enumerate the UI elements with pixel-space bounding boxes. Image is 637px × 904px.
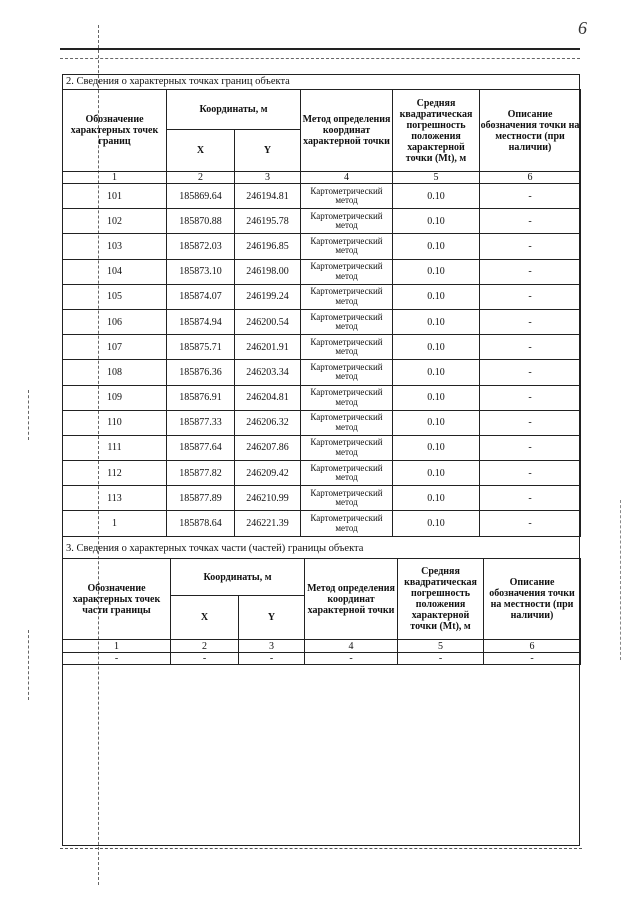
- col-number: 4: [301, 172, 393, 184]
- header-method: Метод определения координат характерной точки: [301, 90, 393, 172]
- table-row: [63, 385, 581, 410]
- cell-error: 0.10: [393, 435, 480, 460]
- cell-y: 246221.39: [235, 511, 301, 536]
- cell-error: 0.10: [393, 284, 480, 309]
- cell-method: Картометрический метод: [301, 385, 393, 410]
- cell-x: 185876.36: [167, 360, 235, 385]
- cell-method: Картометрический метод: [301, 435, 393, 460]
- cell-point: 108: [63, 360, 167, 385]
- header-description: Описание обозначения точки на местности (при наличии): [480, 90, 581, 172]
- cell-desc: -: [484, 653, 581, 665]
- cell-point: 105: [63, 284, 167, 309]
- header-coordinates: Координаты, м: [167, 90, 301, 130]
- cell-desc: -: [480, 410, 581, 435]
- cell-method: Картометрический метод: [301, 410, 393, 435]
- table-row: [63, 461, 581, 486]
- cell-point: -: [63, 653, 171, 665]
- cell-desc: -: [480, 184, 581, 209]
- cell-desc: -: [480, 284, 581, 309]
- cell-error: 0.10: [393, 309, 480, 334]
- cell-y: 246200.54: [235, 309, 301, 334]
- cell-error: 0.10: [393, 410, 480, 435]
- margin-mark: [28, 390, 29, 440]
- cell-desc: -: [480, 435, 581, 460]
- table-row: [63, 653, 581, 665]
- col-number: 6: [480, 172, 581, 184]
- cell-desc: -: [480, 259, 581, 284]
- page-number: 6: [578, 18, 587, 38]
- cell-error: 0.10: [393, 461, 480, 486]
- header-coordinates: Координаты, м: [171, 559, 305, 596]
- cell-y: 246209.42: [235, 461, 301, 486]
- cell-error: -: [398, 653, 484, 665]
- header-description: Описание обозначения точки на местности (при наличии): [484, 559, 581, 640]
- table-row: [63, 234, 581, 259]
- col-number: 3: [235, 172, 301, 184]
- cell-desc: -: [480, 385, 581, 410]
- header-method: Метод определения координат характерной точки: [305, 559, 398, 640]
- col-number: 2: [167, 172, 235, 184]
- cell-error: 0.10: [393, 184, 480, 209]
- cell-x: 185877.82: [167, 461, 235, 486]
- cell-error: 0.10: [393, 259, 480, 284]
- cell-point: 104: [63, 259, 167, 284]
- cell-error: 0.10: [393, 234, 480, 259]
- table-row: [63, 259, 581, 284]
- table-row: [63, 410, 581, 435]
- header-x: X: [167, 130, 235, 172]
- cell-y: 246201.91: [235, 335, 301, 360]
- cell-y: 246203.34: [235, 360, 301, 385]
- cell-x: 185877.33: [167, 410, 235, 435]
- cell-x: 185877.64: [167, 435, 235, 460]
- cell-x: 185877.89: [167, 486, 235, 511]
- cell-error: 0.10: [393, 511, 480, 536]
- table-row: [63, 486, 581, 511]
- top-rule: [60, 48, 580, 50]
- cell-y: 246204.81: [235, 385, 301, 410]
- section-3-table: [62, 558, 581, 665]
- cell-point: 107: [63, 335, 167, 360]
- cell-desc: -: [480, 335, 581, 360]
- table-row: [63, 435, 581, 460]
- cell-y: 246198.00: [235, 259, 301, 284]
- section-2-table: [62, 89, 581, 537]
- col-number: 5: [393, 172, 480, 184]
- header-error: Средняя квадратическая погрешность положения характерной точки (Mt), м: [398, 559, 484, 640]
- cell-error: 0.10: [393, 385, 480, 410]
- cell-x: 185873.10: [167, 259, 235, 284]
- bottom-rule: [60, 848, 582, 849]
- cell-point: 113: [63, 486, 167, 511]
- cell-method: Картометрический метод: [301, 284, 393, 309]
- section-3-title: 3. Сведения о характерных точках части (частей) границы объекта: [66, 543, 364, 554]
- header-designation: Обозначение характерных точек части границы: [63, 559, 171, 640]
- table-row: [63, 284, 581, 309]
- cell-method: Картометрический метод: [301, 461, 393, 486]
- cell-x: 185874.94: [167, 309, 235, 334]
- cell-method: Картометрический метод: [301, 360, 393, 385]
- table-row: [63, 360, 581, 385]
- col-number: 5: [398, 640, 484, 653]
- cell-method: Картометрический метод: [301, 234, 393, 259]
- header-y: Y: [239, 596, 305, 640]
- col-number: 3: [239, 640, 305, 653]
- cell-y: -: [239, 653, 305, 665]
- cell-point: 101: [63, 184, 167, 209]
- top-dashed-rule: [60, 58, 580, 59]
- cell-y: 246199.24: [235, 284, 301, 309]
- cell-point: 103: [63, 234, 167, 259]
- cell-x: 185878.64: [167, 511, 235, 536]
- section-2-title: 2. Сведения о характерных точках границ объекта: [66, 76, 290, 87]
- col-number: 6: [484, 640, 581, 653]
- cell-point: 111: [63, 435, 167, 460]
- cell-method: Картометрический метод: [301, 486, 393, 511]
- cell-y: 246206.32: [235, 410, 301, 435]
- table-row: [63, 335, 581, 360]
- cell-desc: -: [480, 309, 581, 334]
- cell-desc: -: [480, 209, 581, 234]
- cell-method: Картометрический метод: [301, 259, 393, 284]
- cell-method: Картометрический метод: [301, 309, 393, 334]
- cell-method: Картометрический метод: [301, 209, 393, 234]
- cell-method: -: [305, 653, 398, 665]
- header-designation: Обозначение характерных точек границ: [63, 90, 167, 172]
- cell-point: 112: [63, 461, 167, 486]
- cell-x: 185869.64: [167, 184, 235, 209]
- cell-x: 185872.03: [167, 234, 235, 259]
- cell-y: 246207.86: [235, 435, 301, 460]
- col-number: 1: [63, 172, 167, 184]
- cell-error: 0.10: [393, 360, 480, 385]
- cell-desc: -: [480, 360, 581, 385]
- cell-y: 246196.85: [235, 234, 301, 259]
- cell-method: Картометрический метод: [301, 335, 393, 360]
- col-number: 1: [63, 640, 171, 653]
- cell-desc: -: [480, 511, 581, 536]
- table-row: [63, 309, 581, 334]
- cell-x: 185875.71: [167, 335, 235, 360]
- cell-error: 0.10: [393, 335, 480, 360]
- cell-point: 109: [63, 385, 167, 410]
- header-x: X: [171, 596, 239, 640]
- cell-x: -: [171, 653, 239, 665]
- cell-x: 185870.88: [167, 209, 235, 234]
- cell-point: 1: [63, 511, 167, 536]
- table-row: [63, 511, 581, 536]
- col-number: 2: [171, 640, 239, 653]
- margin-mark: [620, 500, 621, 660]
- margin-mark: [28, 630, 29, 700]
- cell-method: Картометрический метод: [301, 184, 393, 209]
- cell-point: 106: [63, 309, 167, 334]
- cell-x: 185874.07: [167, 284, 235, 309]
- cell-error: 0.10: [393, 486, 480, 511]
- cell-x: 185876.91: [167, 385, 235, 410]
- cell-error: 0.10: [393, 209, 480, 234]
- col-number: 4: [305, 640, 398, 653]
- cell-desc: -: [480, 486, 581, 511]
- header-y: Y: [235, 130, 301, 172]
- cell-y: 246194.81: [235, 184, 301, 209]
- cell-desc: -: [480, 234, 581, 259]
- cell-method: Картометрический метод: [301, 511, 393, 536]
- table-row: [63, 184, 581, 209]
- cell-y: 246210.99: [235, 486, 301, 511]
- cell-point: 102: [63, 209, 167, 234]
- cell-desc: -: [480, 461, 581, 486]
- header-error: Средняя квадратическая погрешность положения характерной точки (Mt), м: [393, 90, 480, 172]
- cell-y: 246195.78: [235, 209, 301, 234]
- cell-point: 110: [63, 410, 167, 435]
- table-row: [63, 209, 581, 234]
